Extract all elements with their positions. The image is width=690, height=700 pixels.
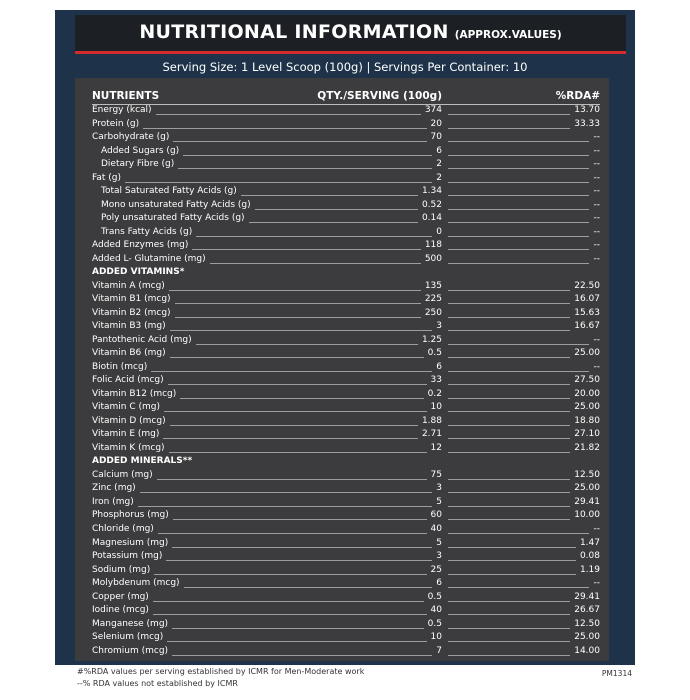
nutrient-name: Added L- Glutamine (mg) <box>92 253 206 264</box>
nutrition-table <box>92 104 600 658</box>
page-title <box>75 21 626 43</box>
nutrient-name: Vitamin B1 (mcg) <box>92 294 171 305</box>
rda-value: -- <box>593 145 600 156</box>
column-header-nutrients: NUTRIENTS <box>92 90 160 102</box>
quantity-value: 0 <box>436 226 442 237</box>
leader-line <box>448 357 570 358</box>
quantity-value: 3 <box>436 483 442 494</box>
rda-value: -- <box>593 253 600 264</box>
table-row <box>92 253 600 267</box>
table-row <box>92 307 600 321</box>
nutrient-name: Pantothenic Acid (mg) <box>92 334 192 345</box>
footnote-not-established: --% RDA values not established by ICMR <box>77 679 238 688</box>
quantity-value: 40 <box>430 523 442 534</box>
table-row <box>92 469 600 483</box>
leader-line <box>175 317 421 318</box>
table-row <box>92 415 600 429</box>
rda-value: 15.63 <box>574 307 600 318</box>
quantity-value: 40 <box>430 605 442 616</box>
leader-line <box>448 317 570 318</box>
quantity-value: 6 <box>436 145 442 156</box>
nutrient-name: Trans Fatty Acids (g) <box>101 226 193 237</box>
nutrient-name: Vitamin K (mcg) <box>92 442 165 453</box>
nutrient-name: Potassium (mg) <box>92 551 163 562</box>
leader-line <box>448 452 570 453</box>
table-row <box>92 537 600 551</box>
leader-line <box>173 141 427 142</box>
leader-line <box>448 641 570 642</box>
quantity-value: 0.5 <box>427 618 442 629</box>
nutrient-name: Dietary Fibre (g) <box>101 159 175 170</box>
nutrient-name: Selenium (mcg) <box>92 632 164 643</box>
table-row <box>92 104 600 118</box>
rda-value: 16.07 <box>574 294 600 305</box>
table-row <box>92 293 600 307</box>
table-row <box>92 374 600 388</box>
rda-value: 0.08 <box>579 551 600 562</box>
rda-value: 10.00 <box>574 510 600 521</box>
leader-line <box>448 438 570 439</box>
quantity-value: 0.52 <box>421 199 442 210</box>
nutrient-name: ADDED MINERALS** <box>92 456 193 467</box>
rda-value: 33.33 <box>574 118 600 129</box>
leader-line <box>448 614 570 615</box>
leader-line <box>448 168 589 169</box>
leader-line <box>172 628 424 629</box>
table-row <box>92 320 600 334</box>
leader-line <box>143 128 427 129</box>
table-row <box>92 482 600 496</box>
section-heading <box>92 455 600 469</box>
quantity-value: 0.5 <box>427 591 442 602</box>
leader-line <box>448 222 589 223</box>
leader-line <box>448 249 589 250</box>
quantity-value: 12 <box>430 442 442 453</box>
quantity-value: 6 <box>436 361 442 372</box>
nutrient-name: Iron (mg) <box>92 496 134 507</box>
title-main: NUTRITIONAL INFORMATION <box>139 21 449 43</box>
leader-line <box>448 547 576 548</box>
quantity-value: 135 <box>424 280 442 291</box>
leader-line <box>125 182 432 183</box>
quantity-value: 5 <box>436 537 442 548</box>
rda-value: 18.80 <box>574 415 600 426</box>
leader-line <box>138 506 432 507</box>
rda-value: 27.10 <box>574 429 600 440</box>
quantity-value: 0.5 <box>427 348 442 359</box>
leader-line <box>448 425 570 426</box>
rda-value: 22.50 <box>574 280 600 291</box>
quantity-value: 500 <box>424 253 442 264</box>
leader-line <box>170 357 424 358</box>
quantity-value: 0.2 <box>427 388 442 399</box>
column-header-rda: %RDA# <box>555 90 600 102</box>
leader-line <box>180 398 424 399</box>
leader-line <box>448 384 570 385</box>
leader-line <box>153 601 424 602</box>
quantity-value: 25 <box>430 564 442 575</box>
table-row <box>92 631 600 645</box>
leader-line <box>448 141 589 142</box>
quantity-value: 1.34 <box>421 186 442 197</box>
rda-value: 29.41 <box>574 496 600 507</box>
table-row <box>92 388 600 402</box>
table-row <box>92 131 600 145</box>
leader-line <box>448 182 589 183</box>
leader-line <box>210 263 421 264</box>
table-header <box>92 90 600 104</box>
table-row <box>92 280 600 294</box>
nutrient-name: Protein (g) <box>92 118 140 129</box>
rda-value: -- <box>593 159 600 170</box>
leader-line <box>448 236 589 237</box>
leader-line <box>140 492 432 493</box>
quantity-value: 225 <box>424 294 442 305</box>
title-subtitle: (APPROX.VALUES) <box>454 29 562 41</box>
quantity-value: 250 <box>424 307 442 318</box>
nutrient-name: Chromium (mcg) <box>92 645 169 656</box>
nutrient-name: Biotin (mcg) <box>92 361 148 372</box>
nutrient-name: Phosphorus (mg) <box>92 510 169 521</box>
rda-value: 27.50 <box>574 375 600 386</box>
quantity-value: 70 <box>430 132 442 143</box>
leader-line <box>172 547 432 548</box>
nutrient-name: Vitamin E (mg) <box>92 429 160 440</box>
rda-value: 1.47 <box>579 537 600 548</box>
leader-line <box>448 290 570 291</box>
nutrient-name: Vitamin C (mg) <box>92 402 160 413</box>
leader-line <box>448 344 589 345</box>
leader-line <box>168 384 427 385</box>
table-row <box>92 158 600 172</box>
leader-line <box>448 574 576 575</box>
quantity-value: 20 <box>430 118 442 129</box>
quantity-value: 3 <box>436 321 442 332</box>
title-bar <box>75 15 626 54</box>
quantity-value: 0.14 <box>421 213 442 224</box>
rda-value: 12.50 <box>574 469 600 480</box>
leader-line <box>241 195 418 196</box>
leader-line <box>156 114 421 115</box>
table-row <box>92 564 600 578</box>
leader-line <box>192 249 421 250</box>
nutrient-name: Copper (mg) <box>92 591 149 602</box>
nutrient-name: Vitamin A (mcg) <box>92 280 165 291</box>
nutrient-name: Molybdenum (mcg) <box>92 578 180 589</box>
nutrient-name: Vitamin D (mcg) <box>92 415 166 426</box>
rda-value: -- <box>593 226 600 237</box>
table-row <box>92 401 600 415</box>
table-row <box>92 577 600 591</box>
product-code: PM1314 <box>601 669 632 678</box>
nutrient-name: Vitamin B2 (mcg) <box>92 307 171 318</box>
leader-line <box>448 519 570 520</box>
rda-value: 25.00 <box>574 402 600 413</box>
rda-value: -- <box>593 523 600 534</box>
quantity-value: 1.88 <box>421 415 442 426</box>
leader-line <box>448 263 589 264</box>
nutrient-name: ADDED VITAMINS* <box>92 267 185 278</box>
leader-line <box>448 655 570 656</box>
leader-line <box>448 330 570 331</box>
nutrient-name: Iodine (mcg) <box>92 605 149 616</box>
quantity-value: 75 <box>430 469 442 480</box>
rda-value: -- <box>593 213 600 224</box>
leader-line <box>255 209 418 210</box>
rda-value: 21.82 <box>574 442 600 453</box>
table-row <box>92 523 600 537</box>
rda-value: -- <box>593 199 600 210</box>
leader-line <box>164 411 427 412</box>
quantity-value: 374 <box>424 105 442 115</box>
leader-line <box>448 209 589 210</box>
section-heading <box>92 266 600 280</box>
table-row <box>92 185 600 199</box>
leader-line <box>169 452 427 453</box>
quantity-value: 2 <box>436 159 442 170</box>
leader-line <box>184 587 432 588</box>
table-row <box>92 645 600 659</box>
leader-line <box>448 628 570 629</box>
leader-line <box>167 641 427 642</box>
quantity-value: 2 <box>436 172 442 183</box>
rda-value: -- <box>593 172 600 183</box>
rda-value: 26.67 <box>574 605 600 616</box>
rda-value: 29.41 <box>574 591 600 602</box>
leader-line <box>170 425 418 426</box>
quantity-value: 5 <box>436 496 442 507</box>
nutrient-name: Zinc (mg) <box>92 483 136 494</box>
leader-line <box>448 303 570 304</box>
table-row <box>92 428 600 442</box>
quantity-value: 10 <box>430 402 442 413</box>
leader-line <box>448 533 589 534</box>
leader-line <box>448 560 576 561</box>
table-row <box>92 550 600 564</box>
leader-line <box>169 290 421 291</box>
quantity-value: 3 <box>436 551 442 562</box>
nutrient-name: Folic Acid (mcg) <box>92 375 164 386</box>
rda-value: 25.00 <box>574 483 600 494</box>
table-row <box>92 239 600 253</box>
rda-value: 1.19 <box>579 564 600 575</box>
table-row <box>92 226 600 240</box>
table-row <box>92 145 600 159</box>
rda-value: 16.67 <box>574 321 600 332</box>
leader-line <box>448 601 570 602</box>
table-row <box>92 199 600 213</box>
nutrient-name: Energy (kcal) <box>92 105 152 115</box>
table-row <box>92 618 600 632</box>
quantity-value: 1.25 <box>421 334 442 345</box>
leader-line <box>154 574 427 575</box>
leader-line <box>153 614 427 615</box>
leader-line <box>448 492 570 493</box>
leader-line <box>448 155 589 156</box>
leader-line <box>151 371 432 372</box>
leader-line <box>448 479 570 480</box>
quantity-value: 7 <box>436 645 442 656</box>
nutrient-name: Manganese (mg) <box>92 618 169 629</box>
table-row <box>92 172 600 186</box>
table-row <box>92 212 600 226</box>
nutrient-name: Total Saturated Fatty Acids (g) <box>101 186 237 197</box>
leader-line <box>166 560 432 561</box>
nutrient-name: Vitamin B6 (mg) <box>92 348 166 359</box>
leader-line <box>249 222 418 223</box>
nutrient-name: Added Enzymes (mg) <box>92 240 189 251</box>
rda-value: -- <box>593 240 600 251</box>
table-row <box>92 509 600 523</box>
footnote-rda: #%RDA values per serving established by ICMR for Men-Moderate work <box>77 667 365 676</box>
leader-line <box>196 236 432 237</box>
table-row <box>92 347 600 361</box>
leader-line <box>170 330 432 331</box>
leader-line <box>448 411 570 412</box>
leader-line <box>448 587 589 588</box>
nutrient-name: Mono unsaturated Fatty Acids (g) <box>101 199 251 210</box>
quantity-value: 6 <box>436 578 442 589</box>
table-row <box>92 496 600 510</box>
serving-info: Serving Size: 1 Level Scoop (100g) | Servings Per Container: 10 <box>162 60 528 74</box>
quantity-value: 10 <box>430 632 442 643</box>
table-row <box>92 334 600 348</box>
nutrient-name: Carbohydrate (g) <box>92 132 170 143</box>
nutrient-name: Chloride (mg) <box>92 523 154 534</box>
leader-line <box>196 344 418 345</box>
quantity-value: 2.71 <box>421 429 442 440</box>
leader-line <box>173 519 427 520</box>
table-row <box>92 118 600 132</box>
table-row <box>92 361 600 375</box>
quantity-value: 118 <box>424 240 442 251</box>
table-row <box>92 604 600 618</box>
leader-line <box>448 128 570 129</box>
rda-value: 12.50 <box>574 618 600 629</box>
leader-line <box>172 655 432 656</box>
leader-line <box>183 155 432 156</box>
rda-value: -- <box>593 132 600 143</box>
column-header-qty: QTY./SERVING (100g) <box>317 90 442 102</box>
leader-line <box>448 371 589 372</box>
nutrient-name: Sodium (mg) <box>92 564 151 575</box>
leader-line <box>158 533 427 534</box>
nutrient-name: Magnesium (mg) <box>92 537 169 548</box>
leader-line <box>448 398 570 399</box>
table-row <box>92 591 600 605</box>
leader-line <box>163 438 418 439</box>
leader-line <box>448 114 570 115</box>
rda-value: -- <box>593 186 600 197</box>
nutrient-name: Poly unsaturated Fatty Acids (g) <box>101 213 245 224</box>
leader-line <box>178 168 432 169</box>
nutrient-name: Added Sugars (g) <box>101 145 180 156</box>
quantity-value: 33 <box>430 375 442 386</box>
rda-value: 25.00 <box>574 632 600 643</box>
nutrient-name: Vitamin B3 (mg) <box>92 321 166 332</box>
rda-value: -- <box>593 334 600 345</box>
rda-value: -- <box>593 578 600 589</box>
quantity-value: 60 <box>430 510 442 521</box>
leader-line <box>448 195 589 196</box>
leader-line <box>448 506 570 507</box>
rda-value: 13.70 <box>574 105 600 115</box>
nutrient-name: Calcium (mg) <box>92 469 153 480</box>
table-row <box>92 442 600 456</box>
rda-value: -- <box>593 361 600 372</box>
nutrient-name: Vitamin B12 (mcg) <box>92 388 177 399</box>
leader-line <box>157 479 427 480</box>
nutrient-name: Fat (g) <box>92 172 121 183</box>
leader-line <box>175 303 421 304</box>
rda-value: 20.00 <box>574 388 600 399</box>
rda-value: 25.00 <box>574 348 600 359</box>
rda-value: 14.00 <box>574 645 600 656</box>
